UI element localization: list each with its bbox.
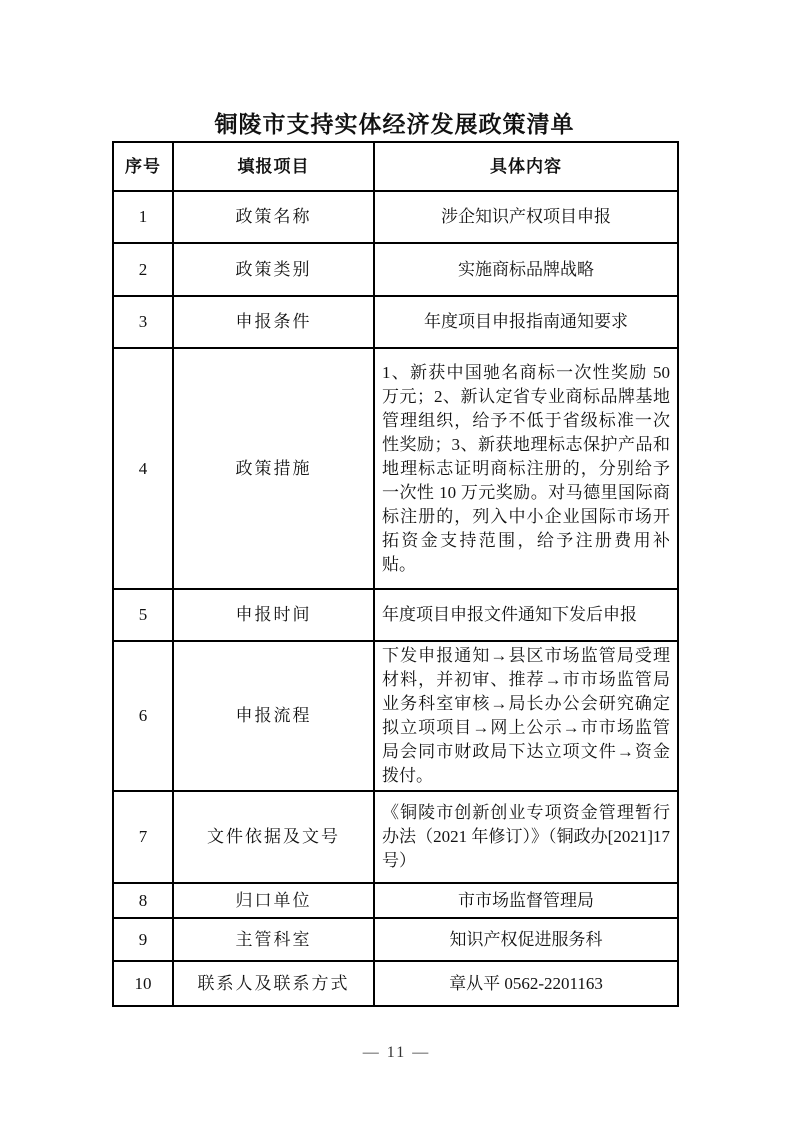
table-row — [113, 589, 678, 641]
table-row — [113, 791, 678, 883]
row-item-cell: 政策措施 — [173, 348, 374, 589]
row-no-cell: 8 — [113, 883, 173, 918]
table-header-row — [113, 142, 678, 191]
row-item-cell: 文件依据及文号 — [173, 791, 374, 883]
row-no-cell: 3 — [113, 296, 173, 348]
row-content-cell: 年度项目申报文件通知下发后申报 — [374, 589, 678, 641]
table-row — [113, 296, 678, 348]
row-content-cell: 《铜陵市创新创业专项资金管理暂行办法（2021 年修订）》（铜政办[2021]17 号） — [374, 791, 678, 883]
table-row — [113, 348, 678, 589]
table-row — [113, 191, 678, 243]
row-content-cell: 1、新获中国驰名商标一次性奖励 50 万元；2、新认定省专业商标品牌基地管理组织，给予不低于省级标准一次性奖励；3、新获地理标志保护产品和地理标志证明商标注册的，分别给予一次性 10 万元奖励。对马德里国际商标注册的，列入中小企业国际市场开拓资金支持范围，给予注册费用补贴。 — [374, 348, 678, 589]
page-title: 铜陵市支持实体经济发展政策清单 — [214, 112, 575, 137]
row-no-cell: 1 — [113, 191, 173, 243]
row-item-cell: 联系人及联系方式 — [173, 961, 374, 1006]
row-content-cell: 涉企知识产权项目申报 — [374, 191, 678, 243]
table-row — [113, 918, 678, 961]
row-item-cell: 申报流程 — [173, 641, 374, 791]
header-cell-content: 具体内容 — [374, 142, 678, 191]
table-row — [113, 641, 678, 791]
row-no-cell: 6 — [113, 641, 173, 791]
row-no-cell: 10 — [113, 961, 173, 1006]
row-content-cell: 年度项目申报指南通知要求 — [374, 296, 678, 348]
row-content-cell: 知识产权促进服务科 — [374, 918, 678, 961]
row-content-cell: 实施商标品牌战略 — [374, 243, 678, 296]
row-content-cell: 下发申报通知→县区市场监管局受理材料，并初审、推荐→市市场监管局业务科室审核→局长办公会研究确定拟立项项目→网上公示→市市场监管局会同市财政局下达立项文件→资金拨付。 — [374, 641, 678, 791]
table-row — [113, 243, 678, 296]
row-no-cell: 7 — [113, 791, 173, 883]
table-row — [113, 883, 678, 918]
row-item-cell: 申报条件 — [173, 296, 374, 348]
row-item-cell: 政策类别 — [173, 243, 374, 296]
row-item-cell: 政策名称 — [173, 191, 374, 243]
row-item-cell: 主管科室 — [173, 918, 374, 961]
row-no-cell: 9 — [113, 918, 173, 961]
row-content-cell: 市市场监督管理局 — [374, 883, 678, 918]
header-cell-no: 序号 — [113, 142, 173, 191]
row-no-cell: 2 — [113, 243, 173, 296]
row-no-cell: 4 — [113, 348, 173, 589]
row-content-cell: 章从平 0562-2201163 — [374, 961, 678, 1006]
row-no-cell: 5 — [113, 589, 173, 641]
table-row — [113, 961, 678, 1006]
policy-table — [112, 141, 679, 1007]
row-item-cell: 申报时间 — [173, 589, 374, 641]
row-item-cell: 归口单位 — [173, 883, 374, 918]
page-number: — 11 — — [362, 1044, 431, 1061]
header-cell-item: 填报项目 — [173, 142, 374, 191]
